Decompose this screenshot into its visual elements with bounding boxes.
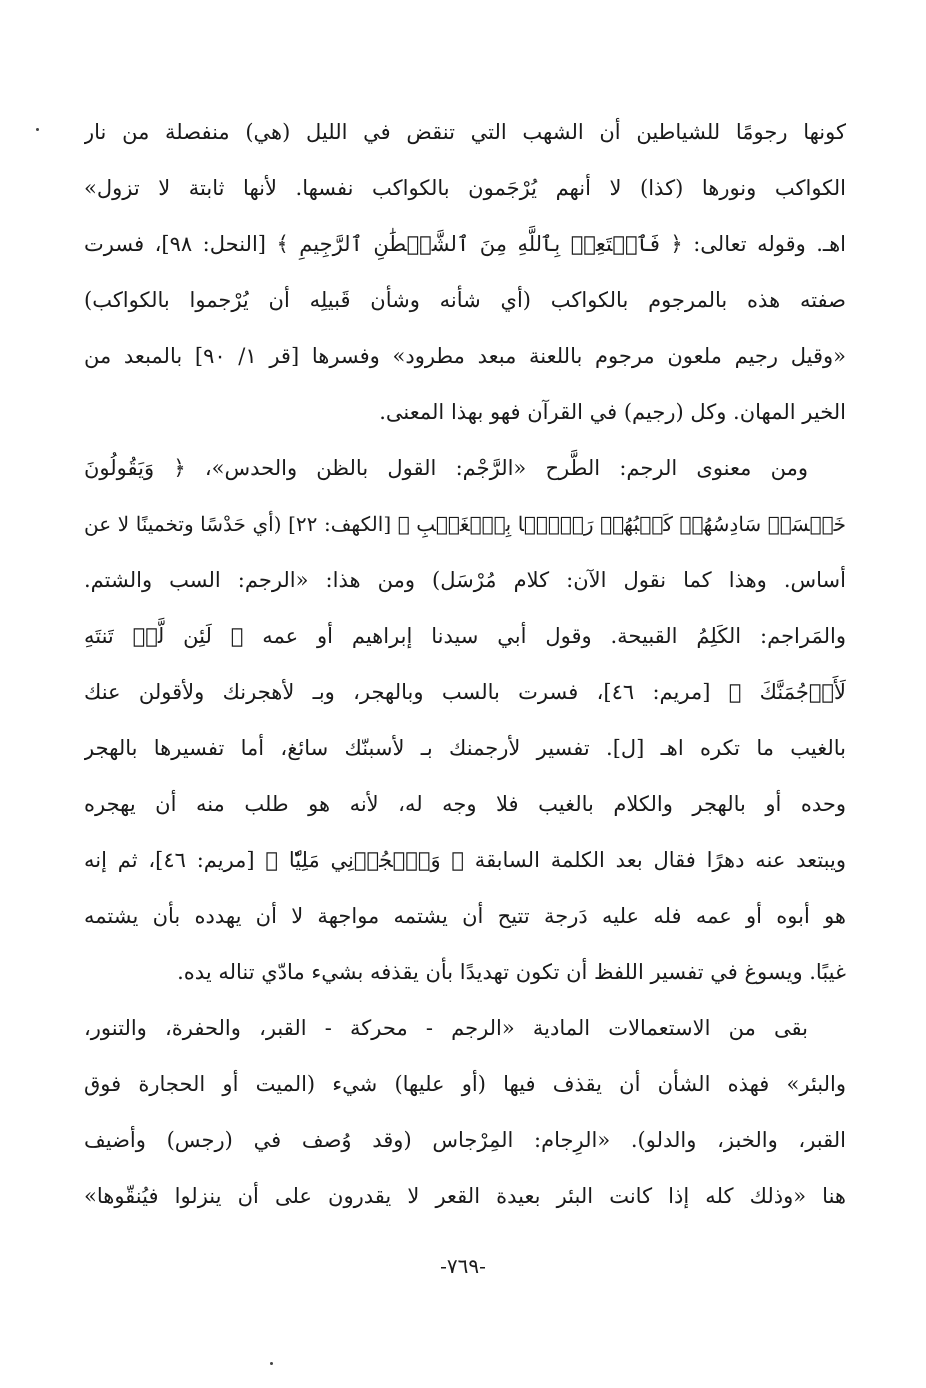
text-line: ويبتعد عنه دهرًا فقال بعد الكلمة السابقة ﴿ وَٱهۡجُرۡنِي مَلِيّٗا ﴾ [مريم: ٤٦]، ثم إنه [84,848,846,872]
text-line: الخير المهان. وكل (رجيم) في القرآن فهو بهذا المعنى. [379,400,846,424]
text-line: وحده أو بالهجر والكلام بالغيب فلا وجه له، لأنه هو طلب منه أن يهجره [84,792,846,816]
text-line: ومن معنوى الرجم: الطَّرح «الرَّجْم: القول بالظن والحدس»، ﴿ وَيَقُولُونَ [84,456,808,480]
text-line: صفته هذه بالمرجوم بالكواكب (أي شأنه وشأن قَبيلِه أن يُرْجموا بالكواكب) [84,288,846,312]
text-line: الكواكب ونورها (كذا) لا أنهم يُرْجَمون بالكواكب نفسها. لأنها ثابتة لا تزول» [84,176,846,200]
text-line: والمَراجم: الكَلِمُ القبيحة. وقول أبي سيدنا إبراهيم أو عمه ﴿ لَئِن لَّمۡ تَنتَهِ [84,624,846,648]
text-line: اهـ. وقوله تعالى: ﴿ فَٱسۡتَعِذۡ بِٱللَّهِ مِنَ ٱلشَّيۡطَٰنِ ٱلرَّجِيمِ ﴾ [النحل: ٩٨]، فسرت [84,232,846,256]
main-text [84,107,846,1227]
text-line: غيبًا. ويسوغ في تفسير اللفظ أن تكون تهديدًا بأن يقذفه بشيء مادّي تناله يده. [177,960,846,984]
scan-speck [36,128,39,131]
text-line: كونها رجومًا للشياطين أن الشهب التي تنقض في الليل (هي) منفصلة من نار [84,120,846,144]
text-line: لَأَرۡجُمَنَّكَ ﴾ [مريم: ٤٦]، فسرت بالسب وبالهجر، وبـ لأهجرنك ولأقولن عنك [84,680,846,704]
page-number: -٧٦٩- [440,1254,486,1278]
text-line: أساس. وهذا كما نقول الآن: كلام مُرْسَل) ومن هذا: «الرجم: السب والشتم. [84,568,846,592]
text-line: «وقيل رجيم ملعون مرجوم باللعنة مبعد مطرود» وفسرها [قر ١/ ٩٠] بالمبعد من [84,344,846,368]
text-line: القبر، والخبز، والدلو). «الرِجام: المِرْجاس (وقد وُصف في (رجس) وأضيف [84,1128,846,1152]
text-line: خَمۡسَةٞ سَادِسُهُمۡ كَلۡبُهُمۡ رَجۡمَۢا بِٱلۡغَيۡبِ ﴾ [الكهف: ٢٢] (أي حَدْسًا وتخمينًا لا عن [84,512,846,536]
text-line: بالغيب ما تكره اهـ [ل]. تفسير لأرجمنك بـ لأسبنّك سائغ، أما تفسيرها بالهجر [84,736,846,760]
text-line: بقى من الاستعمالات المادية «الرجم - محركة - القبر، والحفرة، والتنور، [84,1016,808,1040]
text-line: والبئر» فهذه الشأن أن يقذف فيها (أو عليها) شيء (الميت أو الحجارة فوق [84,1072,846,1096]
text-line: هنا «وذلك كله إذا كانت البئر بعيدة القعر لا يقدرون على أن ينزلوا فيُنقّوها» [84,1184,846,1208]
text-line: هو أبوه أو عمه فله عليه دَرجة تتيح أن يشتمه مواجهة لا أن يهدده بأن يشتمه [84,904,846,928]
scan-speck [270,1362,273,1365]
